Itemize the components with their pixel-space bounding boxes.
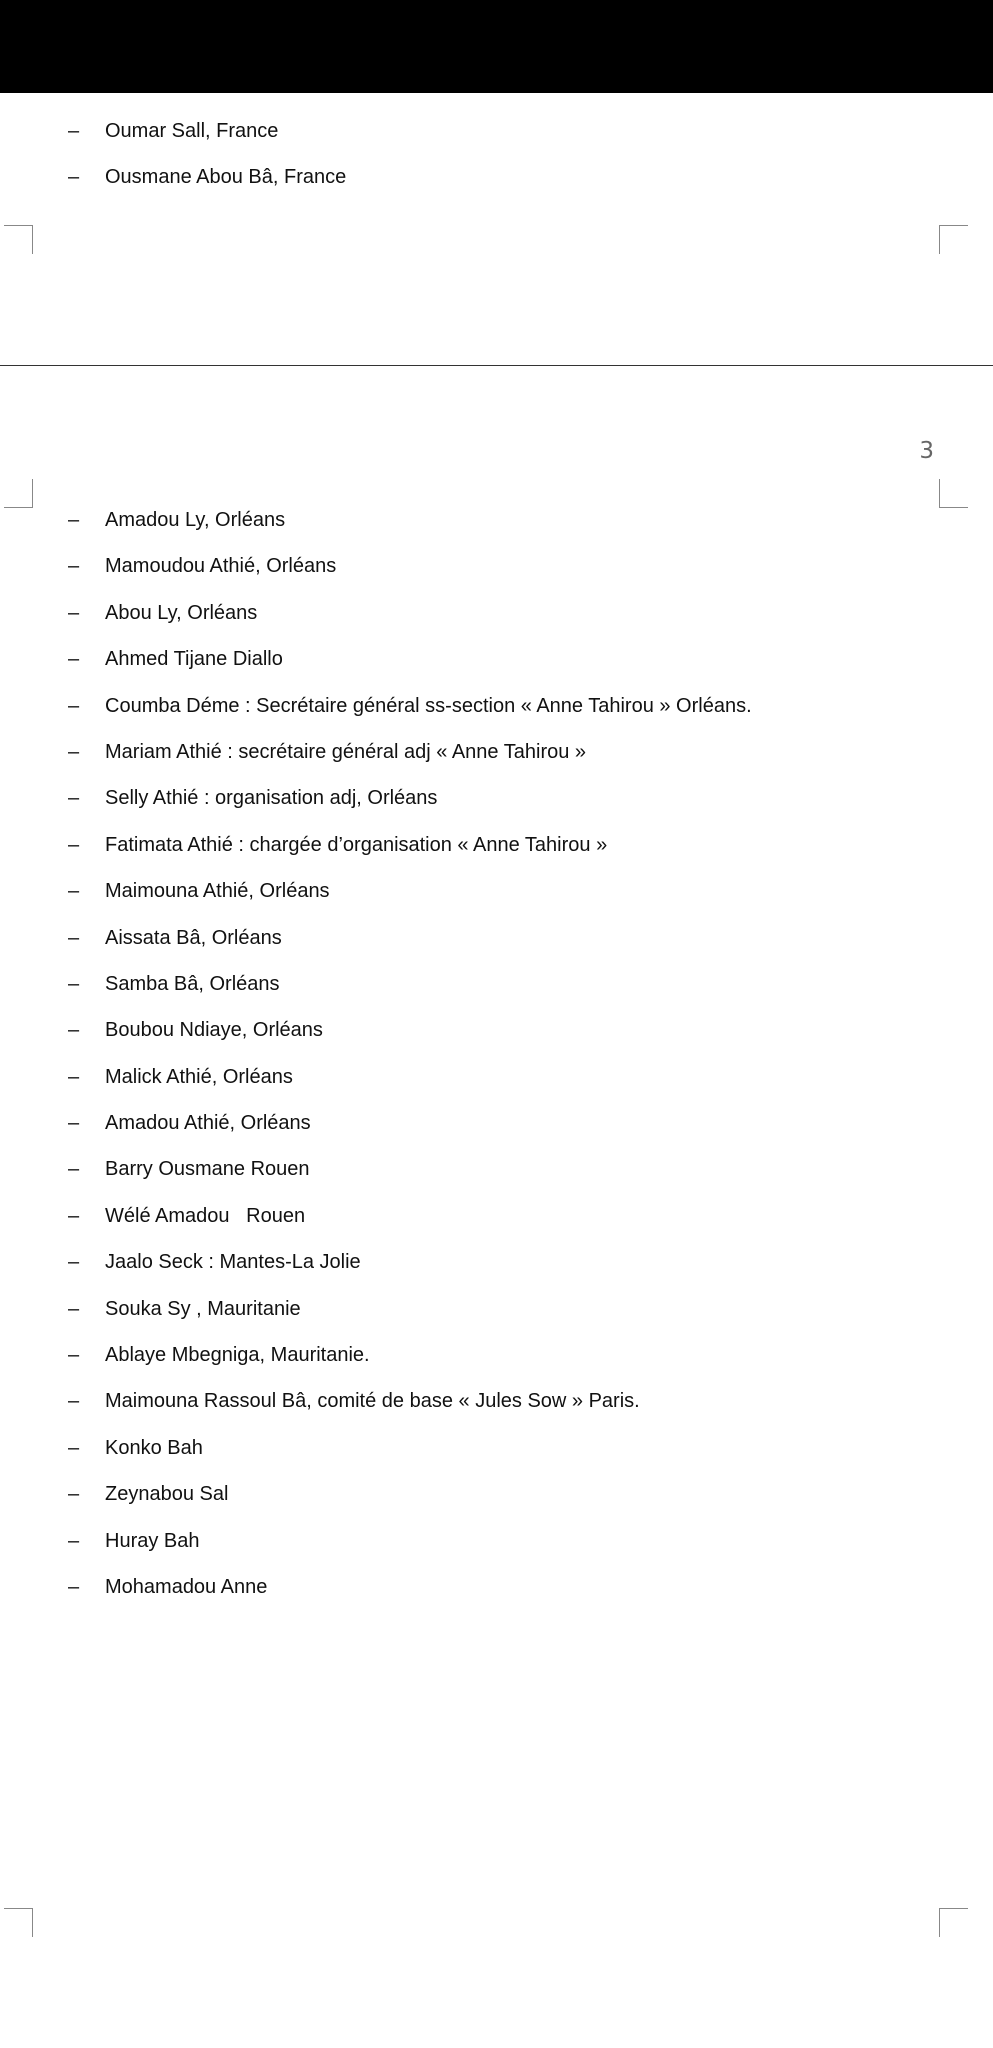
list-item-text: Souka Sy , Mauritanie xyxy=(105,1297,301,1320)
list-item-text: Mariam Athié : secrétaire général adj « Anne Tahirou » xyxy=(105,740,587,763)
list-item-text: Maimouna Rassoul Bâ, comité de base « Jules Sow » Paris. xyxy=(105,1390,640,1413)
list-item-text: Aissata Bâ, Orléans xyxy=(105,926,282,949)
bullet-dash: – xyxy=(68,694,80,717)
list-item-text: Ousmane Abou Bâ, France xyxy=(105,166,347,189)
bullet-dash: – xyxy=(68,926,80,949)
list-item-text: Selly Athié : organisation adj, Orléans xyxy=(105,787,438,810)
bullet-dash: – xyxy=(68,1251,80,1274)
list-item-text: Mohamadou Anne xyxy=(105,1575,268,1598)
bullet-dash: – xyxy=(68,740,80,763)
bullet-dash: – xyxy=(68,833,80,856)
list-item xyxy=(0,119,279,165)
bullet-dash: – xyxy=(68,648,80,671)
bullet-dash: – xyxy=(68,509,80,531)
bullet-dash: – xyxy=(68,1297,80,1320)
list-item-text: Konko Bah xyxy=(105,1436,203,1459)
bullet-dash: – xyxy=(68,555,80,578)
bullet-dash: – xyxy=(68,1065,80,1088)
list-item-text: Oumar Sall, France xyxy=(105,120,279,142)
crop-mark-top-left xyxy=(4,479,33,508)
page-divider xyxy=(0,365,993,366)
bullet-dash: – xyxy=(68,166,80,189)
list-item-text: Ahmed Tijane Diallo xyxy=(105,648,283,671)
bullet-dash: – xyxy=(68,1436,80,1459)
bullet-dash: – xyxy=(68,972,80,995)
crop-mark-bottom-right xyxy=(939,225,968,254)
list-item-text: Amadou Ly, Orléans xyxy=(105,509,286,531)
list-item-text: Zeynabou Sal xyxy=(105,1483,229,1506)
list-item-text: Malick Athié, Orléans xyxy=(105,1065,293,1088)
page-number: 3 xyxy=(919,438,934,464)
previous-page-list xyxy=(0,119,347,212)
list-item-text: Samba Bâ, Orléans xyxy=(105,972,280,995)
bullet-dash: – xyxy=(68,1483,80,1506)
crop-mark-bottom-left xyxy=(4,1908,33,1937)
crop-mark-bottom-left xyxy=(4,225,33,254)
bullet-dash: – xyxy=(68,601,80,624)
bullet-dash: – xyxy=(68,1529,80,1552)
bullet-dash: – xyxy=(68,1390,80,1413)
bullet-dash: – xyxy=(68,1112,80,1135)
list-item-text: Barry Ousmane Rouen xyxy=(105,1158,310,1181)
list-item-text: Mamoudou Athié, Orléans xyxy=(105,555,337,578)
bullet-dash: – xyxy=(68,120,80,142)
bullet-dash: – xyxy=(68,1158,80,1181)
bullet-dash: – xyxy=(68,880,80,903)
list-item-text: Jaalo Seck : Mantes-La Jolie xyxy=(105,1251,361,1274)
list-item-text: Coumba Déme : Secrétaire général ss-section « Anne Tahirou » Orléans. xyxy=(105,694,752,717)
bullet-dash: – xyxy=(68,787,80,810)
list-item-text: Amadou Athié, Orléans xyxy=(105,1112,311,1135)
list-item xyxy=(0,165,347,211)
crop-mark-top-right xyxy=(939,479,968,508)
list-item-text: Ablaye Mbegniga, Mauritanie. xyxy=(105,1344,370,1367)
bullet-dash: – xyxy=(68,1344,80,1367)
list-item-text: Huray Bah xyxy=(105,1529,200,1552)
bullet-dash: – xyxy=(68,1019,80,1042)
crop-mark-bottom-right xyxy=(939,1908,968,1937)
list-item-text: Maimouna Athié, Orléans xyxy=(105,880,330,903)
bullet-dash: – xyxy=(68,1575,80,1598)
list-item-text: Fatimata Athié : chargée d’organisation « Anne Tahirou » xyxy=(105,833,608,856)
bullet-dash: – xyxy=(68,1204,80,1227)
list-item-text: Abou Ly, Orléans xyxy=(105,601,258,624)
list-item-text: Wélé Amadou Rouen xyxy=(105,1204,306,1227)
top-status-bar xyxy=(0,0,993,93)
list-item-text: Boubou Ndiaye, Orléans xyxy=(105,1019,323,1042)
